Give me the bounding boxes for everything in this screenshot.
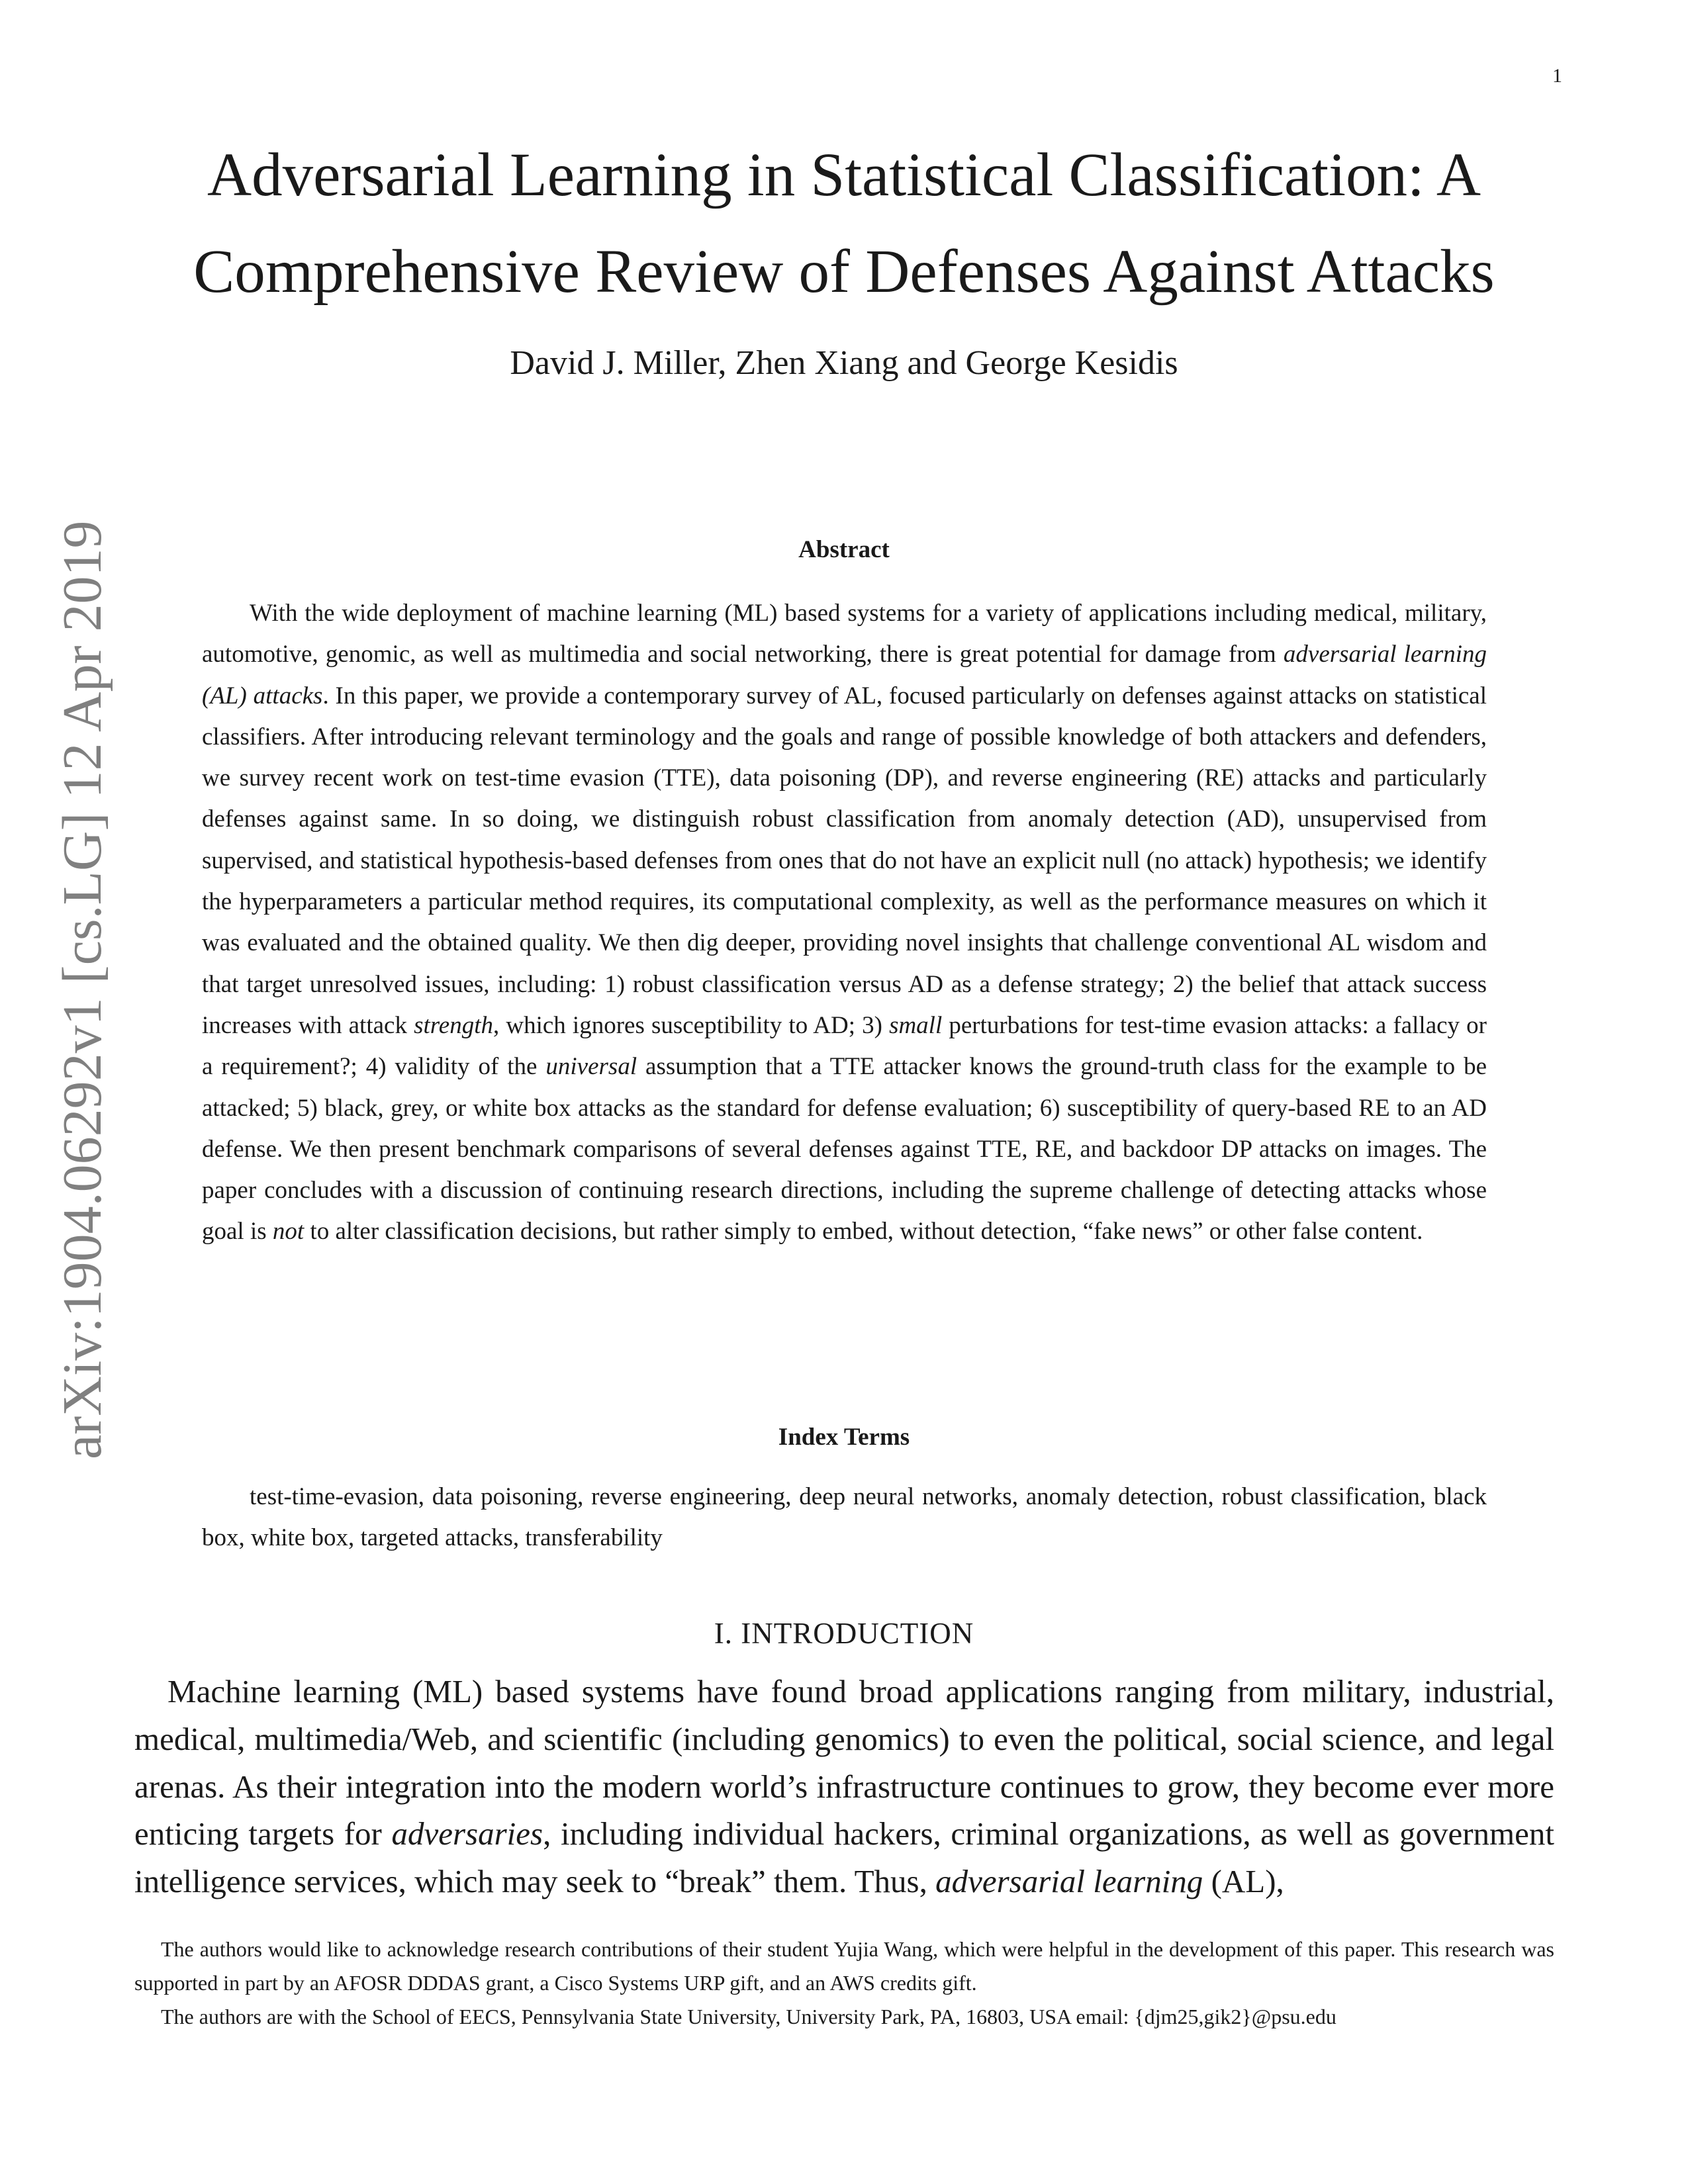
abstract-text: perturbations for test-time evasion attacks: a fallacy or a requirement?; 4) validity of the (202, 1011, 1487, 1081)
intro-emphasis: adversarial learning (935, 1863, 1203, 1900)
paper-authors: David J. Miller, Zhen Xiang and George Kesidis (510, 344, 1178, 382)
introduction-heading (99, 1614, 1589, 1653)
footnote-affiliation: The authors are with the School of EECS, Pennsylvania State University, University Park, PA, 16803, USA email: {djm25,gik2}@psu.edu (161, 2005, 1336, 2028)
abstract-body (202, 593, 1487, 1253)
paper-title: Adversarial Learning in Statistical Classification: A Comprehensive Review of Defenses Against Attacks (193, 141, 1495, 306)
abstract-emphasis: small (889, 1011, 943, 1039)
abstract-emphasis: adversarial learning (AL) attacks (202, 641, 1487, 709)
intro-text: (AL), (1203, 1863, 1284, 1900)
footnote-acknowledgment: The authors would like to acknowledge research contributions of their student Yujia Wang, which were helpful in the development of this paper. This research was supported in part by an AFOSR DDDAS grant, a Cisco Systems URP gift, and an AWS credits gift. (134, 1937, 1554, 1995)
abstract-text: to alter classification decisions, but rather simply to embed, without detection, “fake news” or other false content. (304, 1218, 1423, 1246)
abstract-emphasis: not (272, 1218, 305, 1246)
index-terms-text: test-time-evasion, data poisoning, reverse engineering, deep neural networks, anomaly detection, robust classification, black box, white box, targeted attacks, transferability (202, 1483, 1487, 1551)
footnotes (134, 1933, 1554, 2034)
introduction-paragraph (134, 1668, 1554, 1905)
abstract-heading: Abstract (798, 536, 890, 563)
section-title-initial: I (741, 1617, 752, 1650)
arxiv-identifier: arXiv:1904.06292v1 [cs.LG] 12 Apr 2019 (52, 520, 113, 1459)
intro-text: Machine learning (ML) based systems have found broad applications ranging from military, industrial, medical, multimedia/Web, and scientific (including genomics) to even the political, social science, and legal arenas. As their integration into the modern world’s infrastructure continues to grow, they become ever more enticing targets for (134, 1673, 1554, 1852)
section-title-rest: NTRODUCTION (751, 1617, 974, 1650)
page-number: 1 (1552, 65, 1562, 87)
introduction-body (134, 1668, 1554, 1905)
abstract-emphasis: universal (545, 1053, 637, 1081)
section-number: I. (714, 1617, 741, 1650)
abstract-emphasis: strength (414, 1011, 493, 1039)
abstract-text: assumption that a TTE attacker knows the ground-truth class for the example to be attacked; 5) black, grey, or white box attacks as the standard for defense evaluation; 6) susceptibility of query-based RE to an AD defense. We then present benchmark comparisons of several defenses against TTE, RE, and backdoor DP attacks on images. The paper concludes with a discussion of continuing research directions, including the supreme challenge of detecting attacks whose goal is (202, 1053, 1487, 1246)
abstract-text: , which ignores susceptibility to AD; 3) (493, 1011, 890, 1039)
index-terms-heading: Index Terms (778, 1424, 910, 1451)
intro-emphasis: adversaries (391, 1815, 543, 1852)
abstract-text: With the wide deployment of machine learning (ML) based systems for a variety of applications including medical, military, automotive, genomic, as well as multimedia and social networking, there is great potential for damage from (202, 600, 1487, 668)
intro-text: , including individual hackers, criminal organizations, as well as government intelligence services, which may seek to “break” them. Thus, (134, 1815, 1554, 1900)
abstract-paragraph (202, 593, 1487, 1253)
index-terms-body (202, 1477, 1487, 1559)
abstract-text: . In this paper, we provide a contemporary survey of AL, focused particularly on defenses against attacks on statistical classifiers. After introducing relevant terminology and the goals and range of possible knowledge of both attackers and defenders, we survey recent work on test-time evasion (TTE), data poisoning (DP), and reverse engineering (RE) attacks and particularly defenses against same. In so doing, we distinguish robust classification from anomaly detection (AD), unsupervised from supervised, and statistical hypothesis-based defenses from ones that do not have an explicit null (no attack) hypothesis; we identify the hyperparameters a particular method requires, its computational complexity, as well as the performance measures on which it was evaluated and the obtained quality. We then dig deeper, providing novel insights that challenge conventional AL wisdom and that target unresolved issues, including: 1) robust classification versus AD as a defense strategy; 2) the belief that attack success increases with attack (202, 682, 1487, 1039)
